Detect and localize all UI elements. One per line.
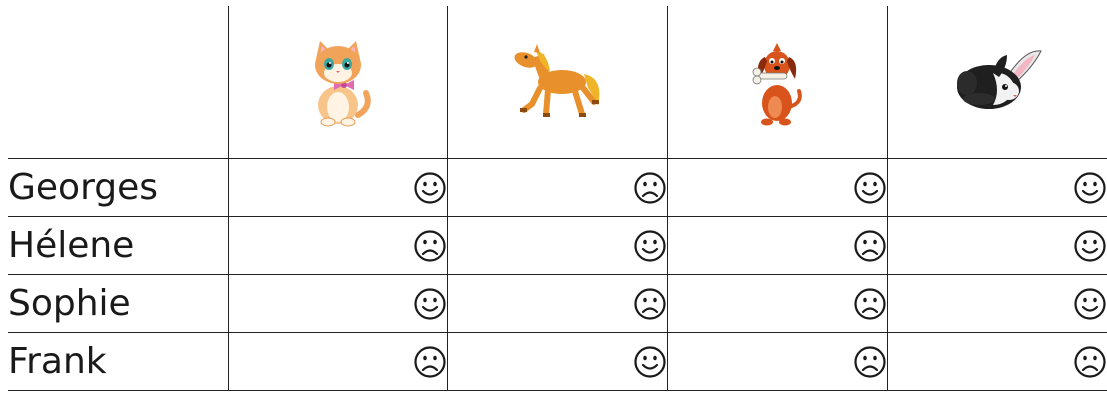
column-header-horse bbox=[448, 6, 668, 159]
preference-cell bbox=[668, 159, 887, 217]
smiley-face-icon bbox=[633, 345, 667, 379]
column-header-dog bbox=[668, 6, 887, 159]
preference-cell bbox=[668, 333, 887, 391]
preference-cell bbox=[448, 333, 668, 391]
preference-cell bbox=[448, 217, 668, 275]
column-header-rabbit bbox=[887, 6, 1107, 159]
frowning-face-icon bbox=[633, 287, 667, 321]
smiley-face-icon bbox=[1073, 287, 1107, 321]
frowning-face-icon bbox=[633, 171, 667, 205]
frowning-face-icon bbox=[853, 345, 887, 379]
table-row bbox=[8, 333, 1107, 391]
table-row bbox=[8, 159, 1107, 217]
smiley-face-icon bbox=[633, 229, 667, 263]
smiley-face-icon bbox=[413, 287, 447, 321]
preference-cell bbox=[448, 275, 668, 333]
preference-cell bbox=[228, 333, 448, 391]
header-row bbox=[8, 6, 1107, 159]
cat-icon bbox=[300, 37, 376, 127]
preference-cell bbox=[228, 217, 448, 275]
frowning-face-icon bbox=[853, 229, 887, 263]
row-name: Hélene bbox=[8, 217, 228, 275]
preference-cell bbox=[228, 159, 448, 217]
table-row bbox=[8, 275, 1107, 333]
preference-table bbox=[8, 6, 1107, 391]
preference-cell bbox=[887, 275, 1107, 333]
row-name: Frank bbox=[8, 333, 228, 391]
row-name: Sophie bbox=[8, 275, 228, 333]
rabbit-icon bbox=[949, 47, 1045, 117]
column-header-cat bbox=[228, 6, 448, 159]
smiley-face-icon bbox=[1073, 229, 1107, 263]
frowning-face-icon bbox=[1073, 345, 1107, 379]
dog-icon bbox=[749, 37, 805, 127]
preference-cell bbox=[887, 159, 1107, 217]
horse-icon bbox=[510, 44, 606, 120]
preference-cell bbox=[668, 217, 887, 275]
table-row bbox=[8, 217, 1107, 275]
smiley-face-icon bbox=[413, 171, 447, 205]
frowning-face-icon bbox=[853, 287, 887, 321]
preference-cell bbox=[887, 217, 1107, 275]
preference-cell bbox=[228, 275, 448, 333]
row-name: Georges bbox=[8, 159, 228, 217]
smiley-face-icon bbox=[853, 171, 887, 205]
frowning-face-icon bbox=[413, 229, 447, 263]
frowning-face-icon bbox=[413, 345, 447, 379]
corner-cell bbox=[8, 6, 228, 159]
preference-cell bbox=[668, 275, 887, 333]
smiley-face-icon bbox=[1073, 171, 1107, 205]
preference-cell bbox=[448, 159, 668, 217]
preference-cell bbox=[887, 333, 1107, 391]
